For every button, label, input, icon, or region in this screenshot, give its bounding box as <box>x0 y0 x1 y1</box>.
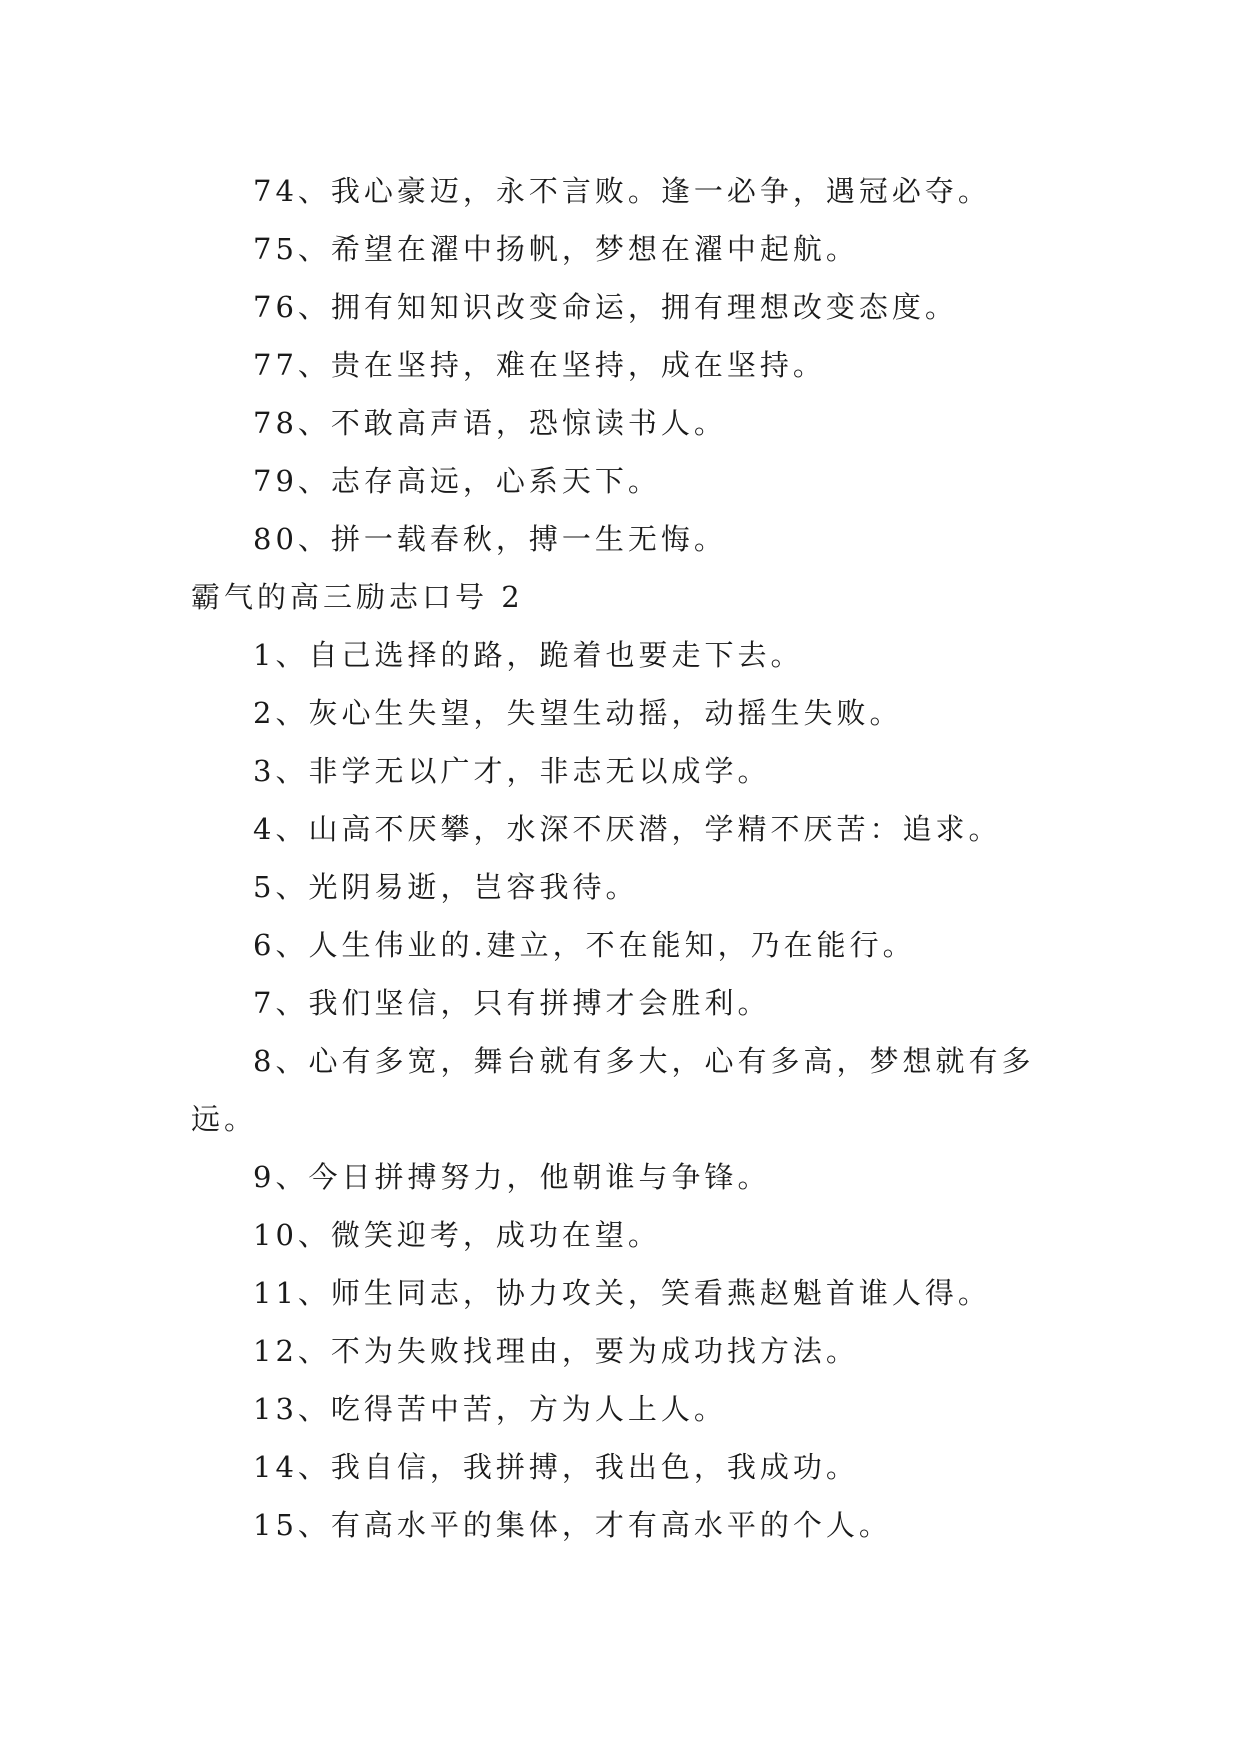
list-item: 4、山高不厌攀，水深不厌潜，学精不厌苦：追求。 <box>253 812 1002 846</box>
list-item: 6、人生伟业的.建立，不在能知，乃在能行。 <box>253 928 916 962</box>
wrapped-list-item <box>191 1032 1071 1148</box>
list-item: 14、我自信，我拼搏，我出色，我成功。 <box>253 1450 859 1484</box>
list-item: 12、不为失败找理由，要为成功找方法。 <box>253 1334 859 1368</box>
list-item: 13、吃得苦中苦，方为人上人。 <box>253 1392 727 1426</box>
list-item: 5、光阴易逝，岂容我待。 <box>253 870 639 904</box>
list-item: 78、不敢高声语，恐惊读书人。 <box>253 406 727 440</box>
section-heading: 霸气的高三励志口号 2 <box>191 580 524 614</box>
wrapped-item-line-2: 远。 <box>191 1102 258 1136</box>
list-item: 80、拼一载春秋，搏一生无悔。 <box>253 522 727 556</box>
list-item: 2、灰心生失望，失望生动摇，动摇生失败。 <box>253 696 903 730</box>
list-item: 79、志存高远，心系天下。 <box>253 464 661 498</box>
list-item: 9、今日拼搏努力，他朝谁与争锋。 <box>253 1160 771 1194</box>
document-body <box>191 162 1071 1554</box>
list-item: 75、希望在濯中扬帆，梦想在濯中起航。 <box>253 232 859 266</box>
wrapped-item-line-1: 8、心有多宽，舞台就有多大，心有多高，梦想就有多 <box>253 1044 1035 1078</box>
list-item: 74、我心豪迈，永不言败。逢一必争，遇冠必夺。 <box>253 174 991 208</box>
list-item: 7、我们坚信，只有拼搏才会胜利。 <box>253 986 771 1020</box>
list-item: 10、微笑迎考，成功在望。 <box>253 1218 661 1252</box>
list-item: 15、有高水平的集体，才有高水平的个人。 <box>253 1508 892 1542</box>
list-item: 77、贵在坚持，难在坚持，成在坚持。 <box>253 348 826 382</box>
list-item: 3、非学无以广才，非志无以成学。 <box>253 754 771 788</box>
list-item: 1、自己选择的路，跪着也要走下去。 <box>253 638 804 672</box>
list-item: 11、师生同志，协力攻关，笑看燕赵魁首谁人得。 <box>253 1276 991 1310</box>
list-item: 76、拥有知知识改变命运，拥有理想改变态度。 <box>253 290 958 324</box>
